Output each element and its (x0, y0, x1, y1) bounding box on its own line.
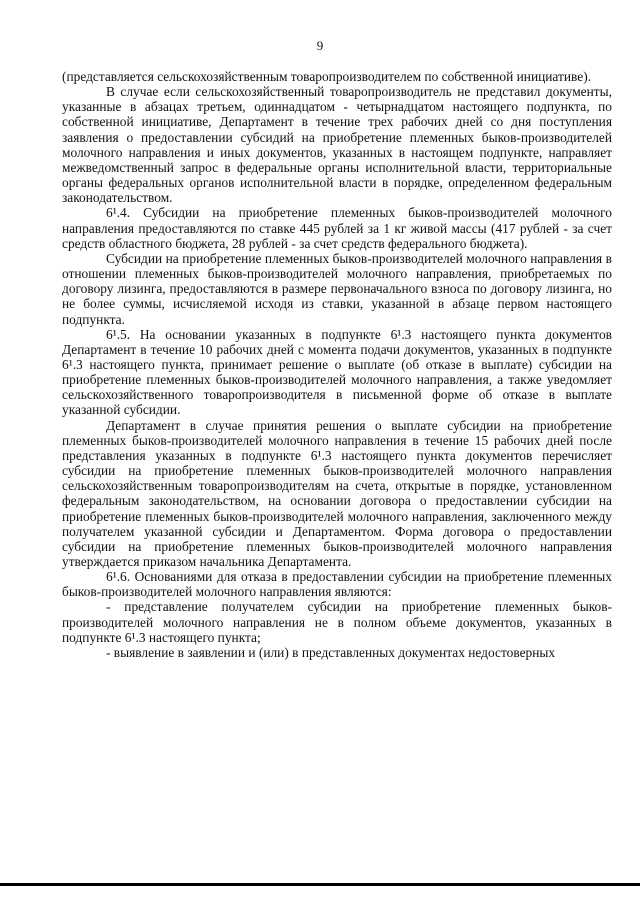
paragraph: 6¹.6. Основаниями для отказа в предоставлении субсидии на приобретение племенных быков-производителей молочного направления являются: (62, 569, 612, 600)
paragraph: - выявление в заявлении и (или) в представленных документах недостоверных (106, 644, 556, 660)
bottom-scan-border (0, 883, 640, 886)
paragraph: Департамент в случае принятия решения о выплате субсидии на приобретение племенных быков-производителей молочного направления в течение 15 рабочих дней после представления указанных в подпункте 6¹.3 настоящего пункта документов перечисляет субсидии на приобретение племенных быков-производителей молочного направления сельскохозяйственным товаропроизводителям на счета, открытые в порядке, установленном федеральным законодательством, на основании договора о предоставлении субсидии на приобретение племенных быков-производителей молочного направления, заключенного между получателем указанной субсидии и Департаментом. Форма договора о предоставлении субсидии на приобретение племенных быков-производителей молочного направления утверждается приказом начальника Департамента. (62, 417, 612, 569)
paragraph: В случае если сельскохозяйственный товаропроизводитель не представил документы, указанные в абзацах третьем, одиннадцатом - четырнадцатом настоящего подпункта, по собственной инициативе, Департамент в течение трех рабочих дней со дня поступления заявления о предоставлении субсидий на приобретение племенных быков-производителей молочного направления и иных документов, указанных в настоящем подпункте, направляет межведомственный запрос в федеральные органы исполнительной власти, территориальные органы федеральных органов исполнительной власти в порядке, определенном федеральным законодательством. (62, 84, 612, 206)
document-body (62, 69, 612, 660)
page-number: 9 (316, 38, 324, 53)
paragraph: 6¹.5. На основании указанных в подпункте 6¹.3 настоящего пункта документов Департамент в течение 10 рабочих дней с момента подачи документов, указанных в подпункте 6¹.3 настоящего пункта, принимает решение о выплате (об отказе в выплате) субсидии на приобретение племенных быков-производителей молочного направления, а также уведомляет сельскохозяйственного товаропроизводителя в письменной форме об отказе в выплате указанной субсидии. (62, 326, 612, 418)
paragraph: 6¹.4. Субсидии на приобретение племенных быков-производителей молочного направления предоставляются по ставке 445 рублей за 1 кг живой массы (417 рублей - за счет средств областного бюджета, 28 рублей - за счет средств федерального бюджета). (62, 205, 612, 251)
paragraph: (представляется сельскохозяйственным товаропроизводителем по собственной инициативе). (62, 69, 592, 84)
paragraph: Субсидии на приобретение племенных быков-производителей молочного направления в отношении племенных быков-производителей молочного направления, приобретаемых по договору лизинга, предоставляются в размере первоначального взноса по договору лизинга, но не более суммы, исчисляемой исходя из ставки, указанной в абзаце первом настоящего подпункта. (62, 250, 612, 327)
paragraph: - представление получателем субсидии на приобретение племенных быков-производителей молочного направления не в полном объеме документов, указанных в подпункте 6¹.3 настоящего пункта; (62, 599, 612, 645)
